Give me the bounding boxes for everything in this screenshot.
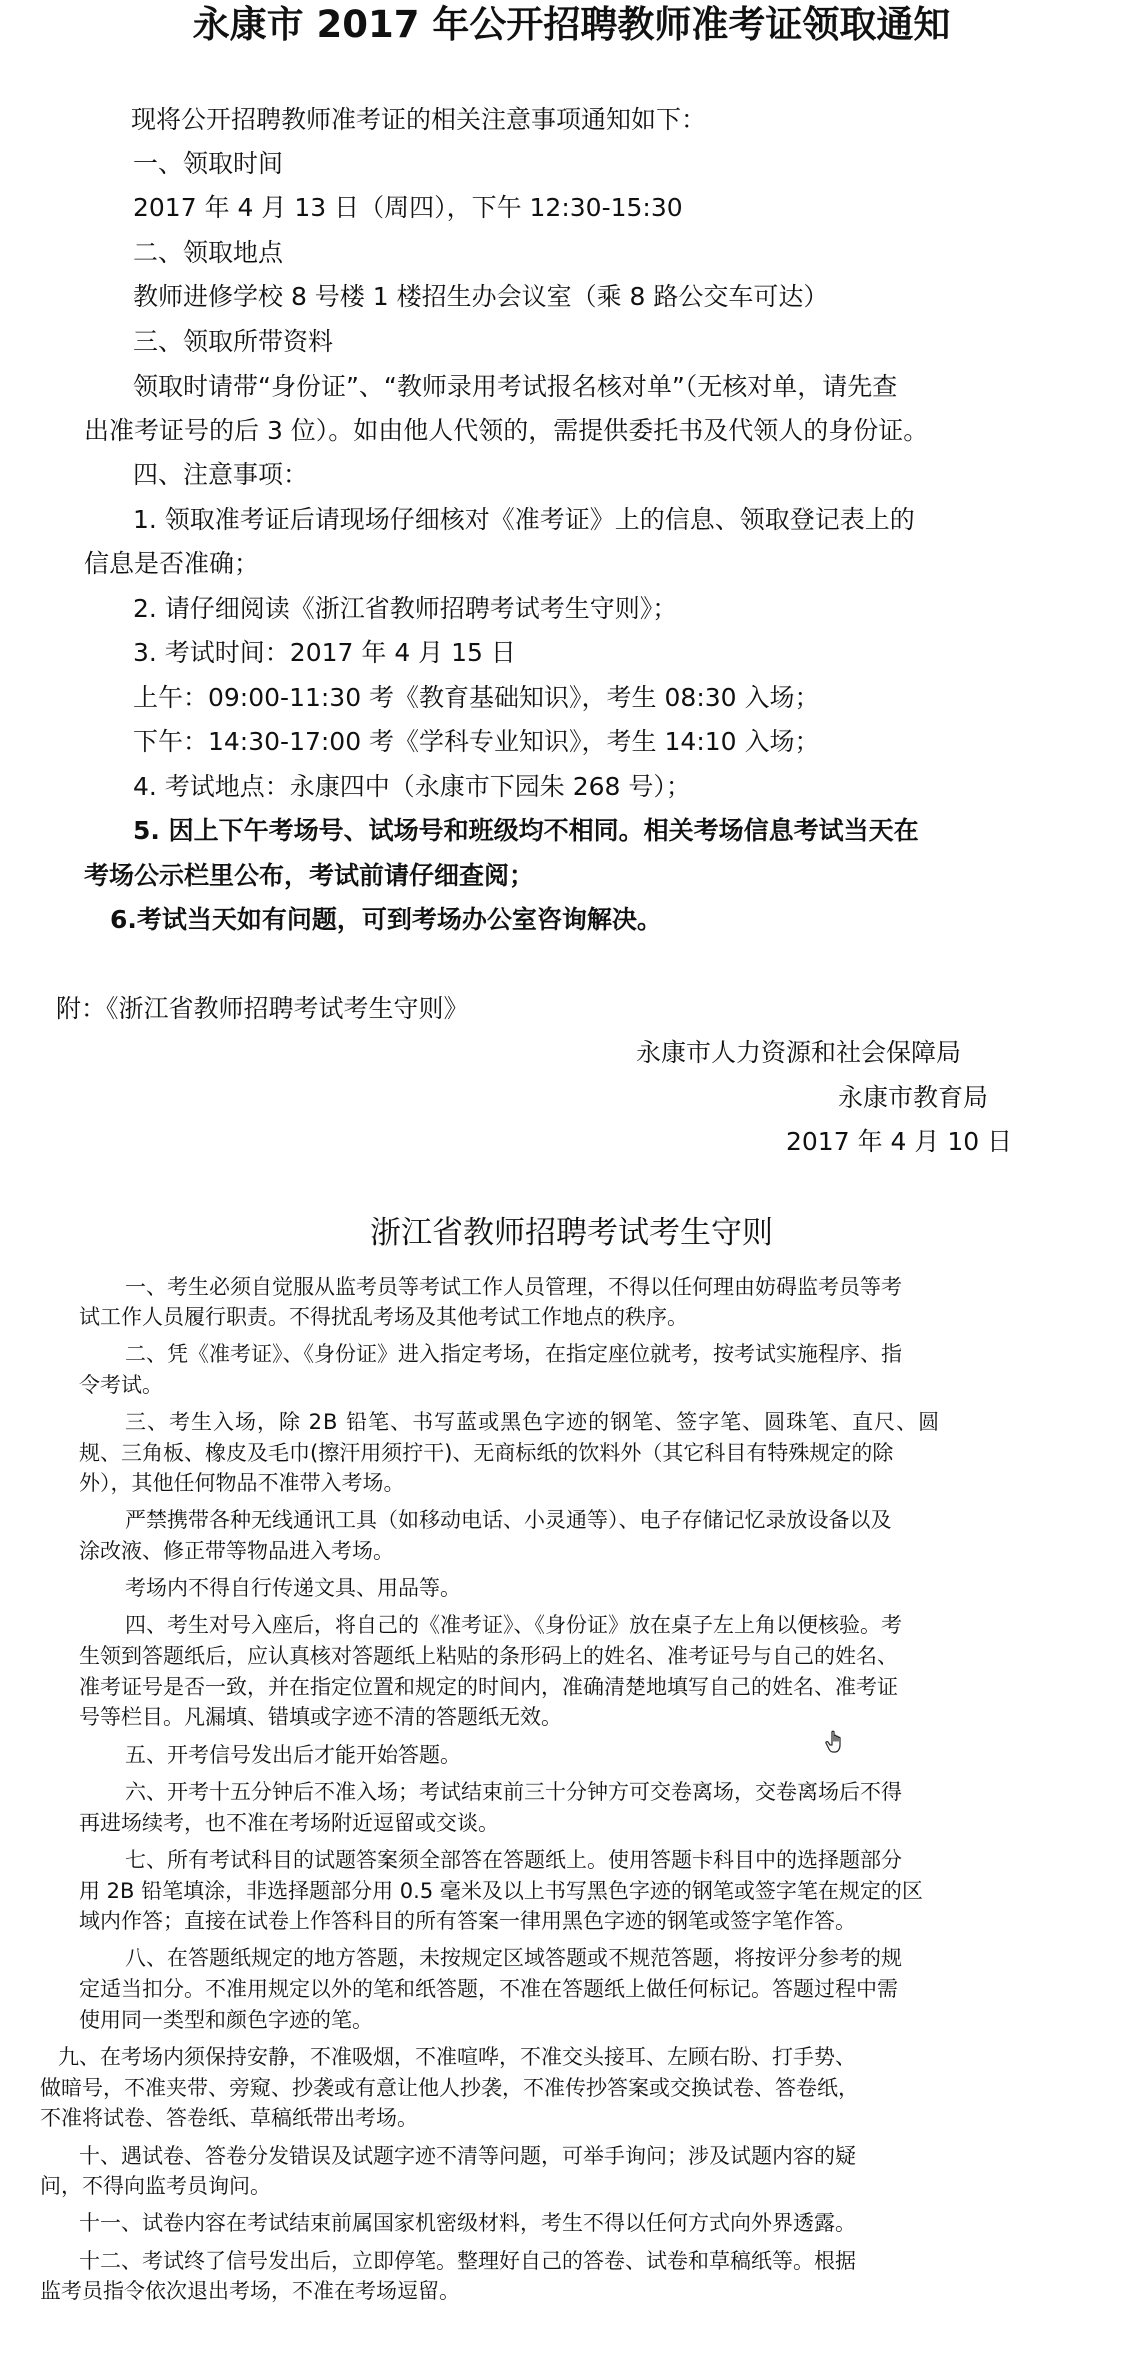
signer-hr-bureau: 永康市人力资源和社会保障局 [636, 1038, 962, 1067]
materials-line-2: 出准考证号的后 3 位）。如由他人代领的，需提供委托书及代领人的身份证。 [84, 416, 929, 445]
section-heading-materials: 三、领取所带资料 [133, 327, 334, 356]
pickup-time: 2017 年 4 月 13 日（周四），下午 12:30-15:30 [133, 193, 683, 222]
note-1-line-1: 1. 领取准考证后请现场仔细核对《准考证》上的信息、领取登记表上的 [133, 505, 915, 534]
rules-line: 二、凭《准考证》、《身份证》进入指定考场，在指定座位就考，按考试实施程序、指 [125, 1342, 902, 1366]
materials-line-1: 领取时请带“身份证”、“教师录用考试报名核对单”（无核对单，请先查 [133, 372, 898, 401]
rules-line: 不准将试卷、答卷纸、草稿纸带出考场。 [40, 2106, 418, 2130]
rules-line: 九、在考场内须保持安静，不准吸烟，不准喧哗，不准交头接耳、左顾右盼、打手势、 [58, 2045, 856, 2069]
rules-line: 六、开考十五分钟后不准入场；考试结束前三十分钟方可交卷离场，交卷离场后不得 [125, 1780, 902, 1804]
rules-line: 十、遇试卷、答卷分发错误及试题字迹不清等问题，可举手询问；涉及试题内容的疑 [79, 2144, 856, 2168]
rules-line: 做暗号，不准夹带、旁窥、抄袭或有意让他人抄袭，不准传抄答案或交换试卷、答卷纸， [40, 2076, 859, 2100]
rules-line: 三、考生入场，除 2B 铅笔、书写蓝或黑色字迹的钢笔、签字笔、圆珠笔、直尺、圆 [125, 1410, 941, 1434]
note-5-line-2: 考场公示栏里公布，考试前请仔细查阅； [84, 861, 535, 890]
rules-line: 试工作人员履行职责。不得扰乱考场及其他考试工作地点的秩序。 [79, 1305, 688, 1329]
notice-title: 永康市 2017 年公开招聘教师准考证领取通知 [192, 3, 951, 46]
rules-title: 浙江省教师招聘考试考生守则 [370, 1215, 773, 1251]
rules-line: 监考员指令依次退出考场，不准在考场逗留。 [40, 2279, 460, 2303]
note-5-line-1: 5. 因上下午考场号、试场号和班级均不相同。相关考场信息考试当天在 [133, 816, 919, 845]
hand-cursor-icon [824, 1730, 846, 1754]
rules-line: 十一、试卷内容在考试结束前属国家机密级材料，考生不得以任何方式向外界透露。 [79, 2211, 856, 2235]
rules-line: 准考证号是否一致，并在指定位置和规定的时间内，准确清楚地填写自己的姓名、准考证 [79, 1675, 898, 1699]
note-6: 6.考试当天如有问题，可到考场办公室咨询解决。 [110, 905, 662, 934]
rules-line: 用 2B 铅笔填涂，非选择题部分用 0.5 毫米及以上书写黑色字迹的钢笔或签字笔在规定的区 [79, 1879, 923, 1903]
notice-intro: 现将公开招聘教师准考证的相关注意事项通知如下： [131, 105, 707, 134]
rules-line: 严禁携带各种无线通讯工具（如移动电话、小灵通等）、电子存储记忆录放设备以及 [125, 1508, 892, 1532]
section-heading-notes: 四、注意事项： [133, 460, 309, 489]
rules-line: 生领到答题纸后，应认真核对答题纸上粘贴的条形码上的姓名、准考证号与自己的姓名、 [79, 1644, 898, 1668]
pickup-place: 教师进修学校 8 号楼 1 楼招生办会议室（乘 8 路公交车可达） [133, 282, 829, 311]
rules-line: 涂改液、修正带等物品进入考场。 [79, 1539, 394, 1563]
rules-line: 号等栏目。凡漏填、错填或字迹不清的答题纸无效。 [79, 1705, 562, 1729]
note-3-afternoon: 下午：14:30-17:00 考《学科专业知识》，考生 14:10 入场； [133, 727, 820, 756]
rules-line: 定适当扣分。不准用规定以外的笔和纸答题，不准在答题纸上做任何标记。答题过程中需 [79, 1977, 898, 2001]
rules-line: 七、所有考试科目的试题答案须全部答在答题纸上。使用答题卡科目中的选择题部分 [125, 1848, 902, 1872]
note-3-morning: 上午：09:00-11:30 考《教育基础知识》，考生 08:30 入场； [133, 683, 820, 712]
attachment-line: 附：《浙江省教师招聘考试考生守则》 [56, 994, 469, 1023]
notice-date: 2017 年 4 月 10 日 [786, 1127, 1013, 1156]
rules-line: 外），其他任何物品不准带入考场。 [79, 1471, 405, 1495]
section-heading-time: 一、领取时间 [133, 149, 284, 178]
note-4: 4. 考试地点：永康四中（永康市下园朱 268 号）； [133, 772, 691, 801]
section-heading-place: 二、领取地点 [133, 238, 284, 267]
rules-line: 再进场续考，也不准在考场附近逗留或交谈。 [79, 1811, 499, 1835]
note-3: 3. 考试时间：2017 年 4 月 15 日 [133, 638, 516, 667]
note-2: 2. 请仔细阅读《浙江省教师招聘考试考生守则》； [133, 594, 678, 623]
rules-line: 规、三角板、橡皮及毛巾(擦汗用须拧干)、无商标纸的饮料外（其它科目有特殊规定的除 [79, 1441, 894, 1465]
rules-line: 考场内不得自行传递文具、用品等。 [125, 1576, 461, 1600]
rules-line: 令考试。 [79, 1373, 163, 1397]
rules-line: 使用同一类型和颜色字迹的笔。 [79, 2008, 373, 2032]
rules-line: 四、考生对号入座后，将自己的《准考证》、《身份证》放在桌子左上角以便核验。考 [125, 1613, 902, 1637]
rules-line: 问，不得向监考员询问。 [40, 2174, 271, 2198]
rules-line: 十二、考试终了信号发出后，立即停笔。整理好自己的答卷、试卷和草稿纸等。根据 [79, 2249, 856, 2273]
rules-line: 五、开考信号发出后才能开始答题。 [125, 1743, 461, 1767]
rules-line: 八、在答题纸规定的地方答题，未按规定区域答题或不规范答题，将按评分参考的规 [125, 1946, 902, 1970]
rules-line: 一、考生必须自觉服从监考员等考试工作人员管理，不得以任何理由妨碍监考员等考 [125, 1275, 902, 1299]
signer-education-bureau: 永康市教育局 [838, 1083, 989, 1112]
note-1-line-2: 信息是否准确； [84, 549, 260, 578]
rules-line: 域内作答；直接在试卷上作答科目的所有答案一律用黑色字迹的钢笔或签字笔作答。 [79, 1909, 856, 1933]
